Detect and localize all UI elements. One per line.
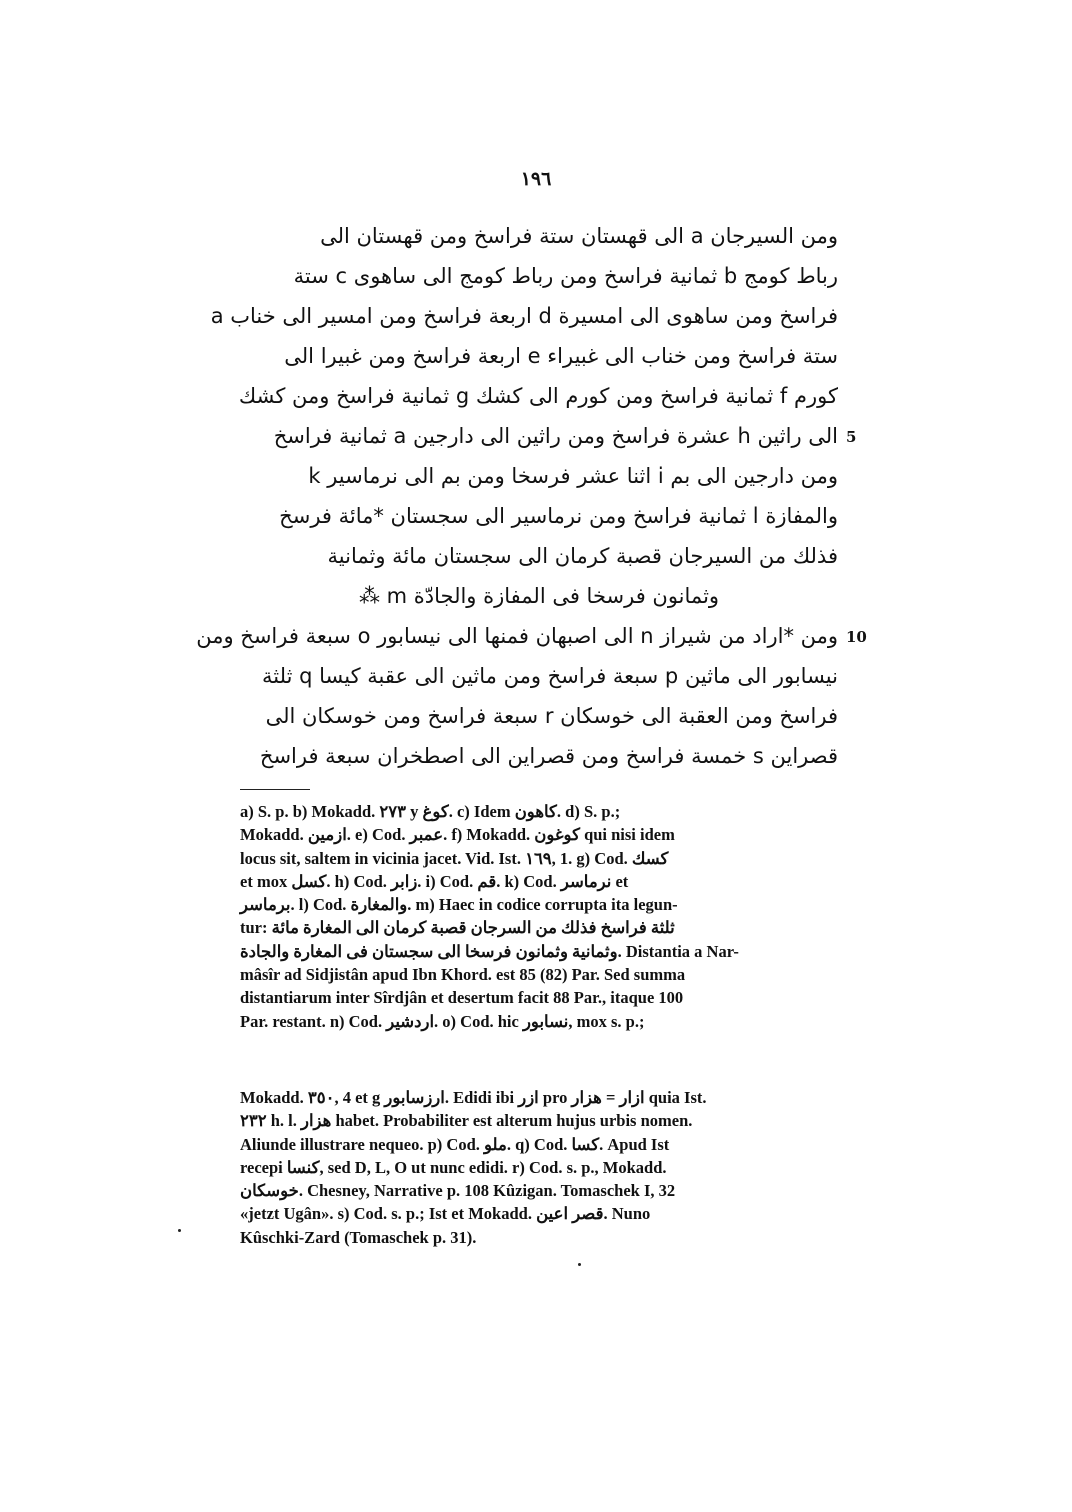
speck-mark <box>578 1263 581 1266</box>
text-line: نيسابور الى ماثين p سبعة فراسخ ومن ماثين الى عقبة كيسا q ثلثة <box>262 664 838 688</box>
text-line: فراسخ ومن العقبة الى خوسكان r سبعة فراسخ ومن خوسكان الى <box>265 704 838 728</box>
footnote-line: locus sit, saltem in vicinia jacet. Vid. Ist. ١٦٩, 1. g) Cod. كسك <box>240 848 669 868</box>
text-line: والمفازة l ثمانية فراسخ ومن نرماسير الى سجستان *مائة فرسخ <box>279 504 838 528</box>
text-line: ومن دارجين الى بم i اثنا عشر فرسخا ومن بم الى نرماسير k <box>308 464 838 488</box>
footnote-line: ٢٣٢ h. l. هزار habet. Probabiliter est alterum hujus urbis nomen. <box>240 1111 693 1131</box>
line-number-10: 10 <box>846 628 867 646</box>
footnote-line: وثمانية وثمانون فرسخا الى سجستان فى المغارة والجادة. Distantia a Nar- <box>240 941 739 961</box>
footnote-line: Mokadd. ٣٥٠, 4 et g ارزسابور. Edidi ibi ازر pro ازار = هزار quia Ist. <box>240 1088 707 1107</box>
footnote-line: a) S. p. b) Mokadd. ٢٧٣ y كوغ. c) Idem كاهون. d) S. p.; <box>240 802 621 821</box>
footnote-line: distantiarum inter Sîrdjân et desertum facit 88 Par., itaque 100 <box>240 988 684 1008</box>
footnote-line: Kûschki-Zard (Tomaschek p. 31). <box>240 1227 477 1247</box>
text-line: رباط كومج b ثمانية فراسخ ومن رباط كومج الى ساهوى c ستة <box>293 264 838 288</box>
footnote-line: برماسر. l) Cod. والمغارة. m) Haec in codice corrupta ita legun- <box>240 895 678 915</box>
text-line: فراسخ ومن ساهوى الى امسيرة d اربعة فراسخ ومن امسير الى خناب a <box>210 304 838 328</box>
footnote-line: tur: ثلثة فراسخ فذلك من السرجان قصبة كرمان الى المغارة مائة <box>240 918 675 938</box>
footnote-line: «jetzt Ugân». s) Cod. s. p.; Ist et Mokadd. قصر اعين. Nuno <box>240 1204 651 1224</box>
footnote-line: خوسكان. Chesney, Narrative p. 108 Kûzigan. Tomaschek I, 32 <box>240 1181 676 1201</box>
text-line: ستة فراسخ ومن خناب الى غبيراء e اربعة فراسخ ومن غبيرا الى <box>284 344 838 368</box>
text-line: فذلك من السيرجان قصبة كرمان الى سجستان مائة وثمانية <box>327 544 838 568</box>
text-line: الى راثين h عشرة فراسخ ومن راثين الى دارجين a ثمانية فراسخ <box>273 424 838 448</box>
footnote-line: Mokadd. ازمين. e) Cod. عمبر. f) Mokadd. كوغون qui nisi idem <box>240 825 675 845</box>
footnote-line: et mox كسل. h) Cod. زابر. i) Cod. قم. k) Cod. نرماسر et <box>240 871 629 891</box>
footnote-line: Aliunde illustrare nequeo. p) Cod. ملو. q) Cod. كسا. Apud Ist <box>240 1134 670 1154</box>
text-line: قصراين s خمسة فراسخ ومن قصراين الى اصطخران سبعة فراسخ <box>259 744 838 768</box>
page-number: ١٩٦ <box>520 168 552 190</box>
text-line: كورم f ثمانية فراسخ ومن كورم الى كشك g ثمانية فراسخ ومن كشك <box>238 384 838 408</box>
footnote-separator <box>240 789 310 790</box>
footnotes-block-continued <box>240 1086 838 1249</box>
line-number-5: 5 <box>846 428 857 446</box>
speck-mark <box>178 1229 181 1232</box>
main-text-block <box>196 216 838 776</box>
text-line: وثمانون فرسخا فى المفازة والجادّة m ⁂ <box>358 584 720 608</box>
footnote-line: mâsîr ad Sidjistân apud Ibn Khord. est 85 (82) Par. Sed summa <box>240 965 686 985</box>
footnote-line: recepi كنسا, sed D, L, O ut nunc edidi. r) Cod. s. p., Mokadd. <box>240 1157 667 1177</box>
footnote-line: Par. restant. n) Cod. اردشير. o) Cod. hic نسابور, mox s. p.; <box>240 1011 645 1031</box>
text-line: ومن السيرجان a الى قهستان ستة فراسخ ومن قهستان الى <box>320 224 838 248</box>
text-line: ومن *اراد من شيراز n الى اصبهان فمنها الى نيسابور o سبعة فراسخ ومن <box>196 624 838 648</box>
footnotes-block <box>240 800 838 1033</box>
